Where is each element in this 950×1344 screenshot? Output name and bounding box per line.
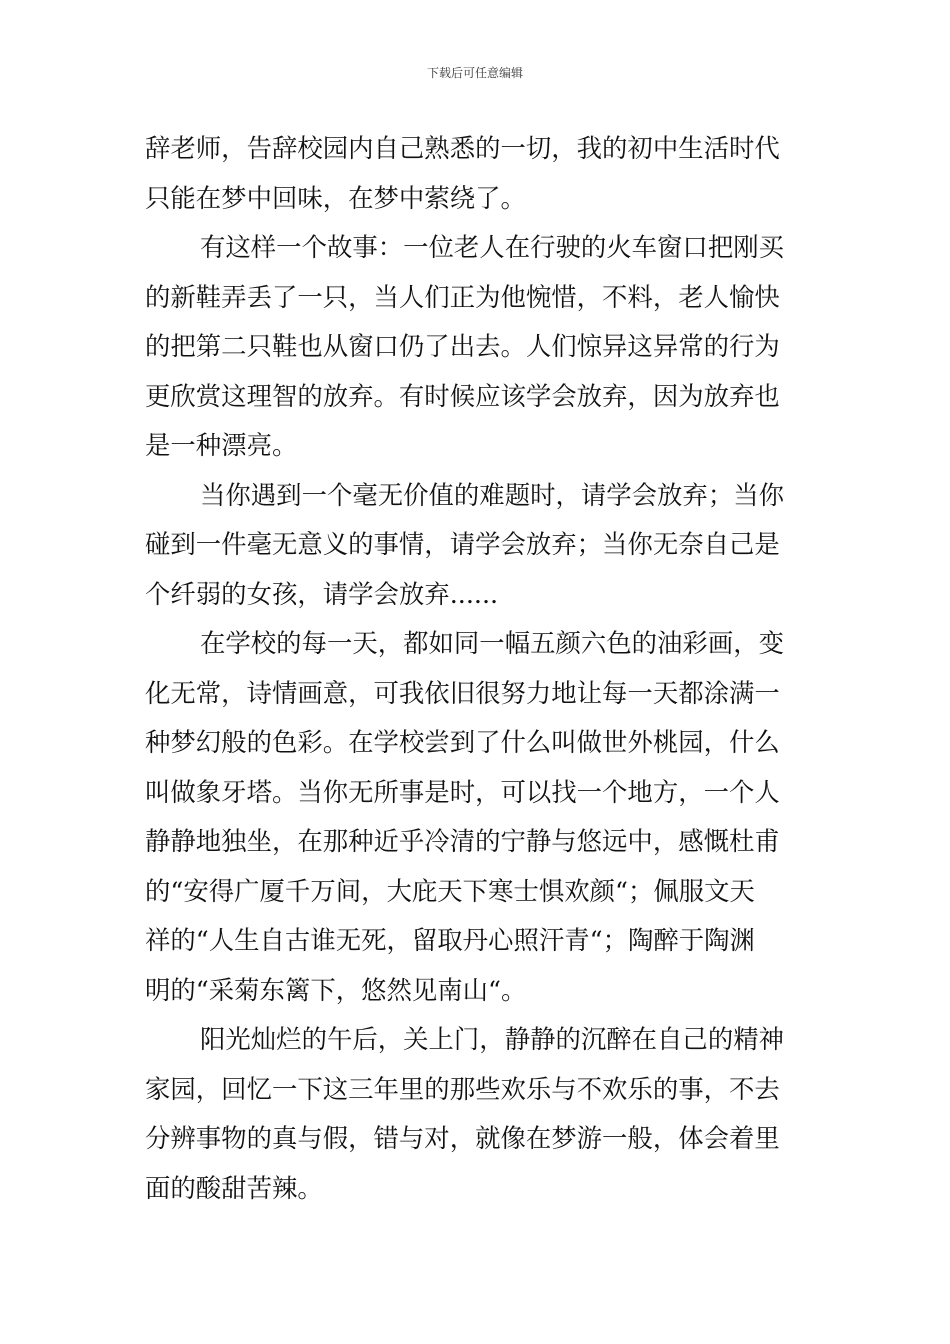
text-line: 的“安得广厦千万间，大庇天下寒士惧欢颜“；佩服文天 [145, 875, 755, 906]
text-line: 个纤弱的女孩，请学会放弃...... [145, 578, 499, 609]
page-header: 下载后可任意编辑 [426, 66, 523, 80]
paragraph-start-line: 有这样一个故事：一位老人在行驶的火车窗口把刚买 [200, 232, 784, 262]
text-line: 祥的“人生自古谁无死，留取丹心照汗青“；陶醉于陶渊 [145, 925, 755, 955]
text-line: 分辨事物的真与假，错与对，就像在梦游一般，体会着里 [145, 1123, 780, 1153]
text-line: 只能在梦中回味，在梦中萦绕了。 [145, 182, 526, 213]
paragraph-start-line: 阳光灿烂的午后，关上门，静静的沉醉在自己的精神 [200, 1024, 784, 1054]
document-body [145, 124, 810, 1213]
text-line: 家园，回忆一下这三年里的那些欢乐与不欢乐的事，不去 [145, 1073, 780, 1104]
text-line: 更欣赏这理智的放弃。有时候应该学会放弃，因为放弃也 [145, 380, 780, 411]
text-line: 的新鞋弄丢了一只，当人们正为他惋惜，不料，老人愉快 [145, 281, 780, 312]
text-line: 辞老师，告辞校园内自己熟悉的一切，我的初中生活时代 [145, 133, 780, 163]
text-line: 叫做象牙塔。当你无所事是时，可以找一个地方，一个人 [145, 776, 780, 807]
text-line: 明的“采菊东篱下，悠然见南山“。 [145, 974, 527, 1005]
text-line: 化无常，诗情画意，可我依旧很努力地让每一天都涂满一 [145, 677, 780, 708]
text-line: 是一种漂亮。 [145, 430, 298, 460]
text-line: 种梦幻般的色彩。在学校尝到了什么叫做世外桃园，什么 [145, 727, 780, 757]
text-line: 的把第二只鞋也从窗口仍了出去。人们惊异这异常的行为 [145, 331, 780, 361]
paragraph-start-line: 当你遇到一个毫无价值的难题时，请学会放弃；当你 [200, 479, 784, 510]
text-line: 碰到一件毫无意义的事情，请学会放弃；当你无奈自己是 [145, 529, 780, 559]
text-line: 面的酸甜苦辣。 [145, 1172, 323, 1203]
text-line: 静静地独坐，在那种近乎冷清的宁静与悠远中，感慨杜甫 [145, 826, 780, 856]
paragraph-start-line: 在学校的每一天，都如同一幅五颜六色的油彩画，变 [200, 628, 784, 658]
